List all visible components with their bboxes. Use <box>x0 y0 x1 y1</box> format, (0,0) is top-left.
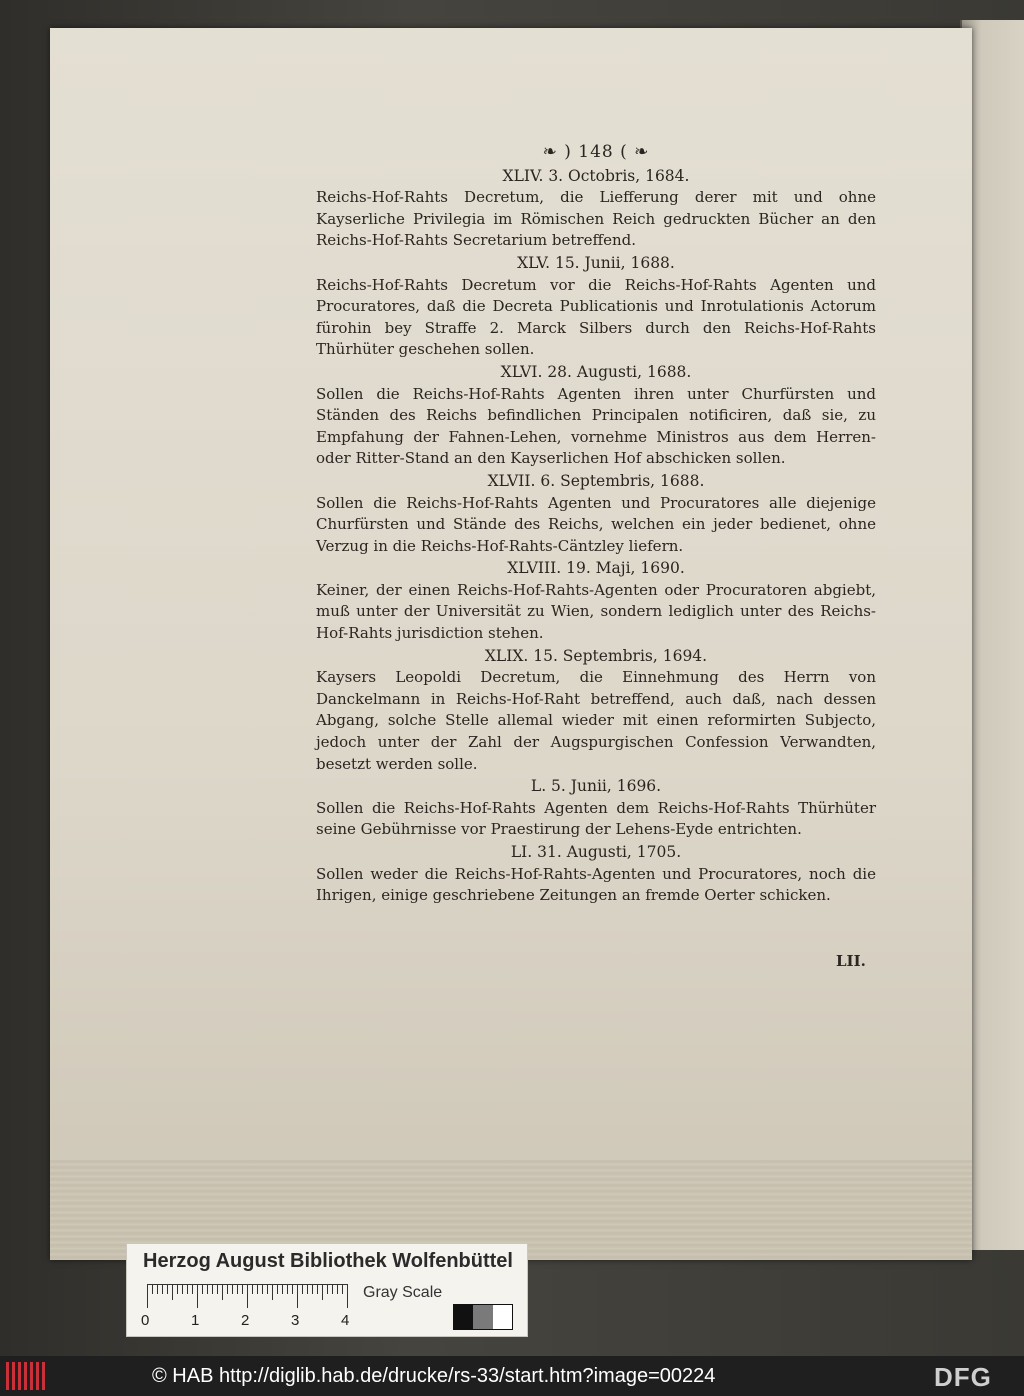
ruler-tick <box>322 1284 323 1300</box>
ruler-label: 0 <box>141 1312 150 1329</box>
entry-body: Keiner, der einen Reichs-Hof-Rahts-Agenten oder Procuratoren abgiebt, muß unter der Universität zu Wien, sondern lediglich unter des Reichs-Hof-Rahts jurisdiction stehen. <box>316 580 876 643</box>
ruler-tick <box>237 1284 238 1294</box>
page-header: ❧ ) 148 ( ❧ <box>542 142 650 162</box>
entry-body: Sollen weder die Reichs-Hof-Rahts-Agenten und Procuratores, noch die Ihrigen, einige geschriebene Zeitungen an fremde Oerter schicken. <box>316 864 876 905</box>
entry-body: Kaysers Leopoldi Decretum, die Einnehmung des Herrn von Danckelmann in Reichs-Hof-Raht betreffend, auch daß, nach dessen Abgang, solche Stelle allemal wieder mit einen reformirten Subjecto, jedoch unter der Zahl der Augspurgischen Confession Verwandten, besetzt werden solle. <box>316 668 876 773</box>
ruler-tick <box>262 1284 263 1294</box>
ruler-tick <box>307 1284 308 1294</box>
ruler-tick <box>287 1284 288 1294</box>
entry-body: Reichs-Hof-Rahts Decretum, die Liefferung derer mit und ohne Kayserliche Privilegia im Römischen Reich gedruckten Bücher an den Reichs-Hof-Rahts Secretarium betreffend. <box>316 188 876 250</box>
entry-body: Reichs-Hof-Rahts Decretum vor die Reichs-Hof-Rahts Agenten und Procuratores, daß die Decreta Publicationis und Inrotulationis Actorum fürohin bey Straffe 2. Marck Silbers durch den Reichs-Hof-Rahts Thürhüter geschehen sollen. <box>316 275 876 359</box>
ruler-tick <box>282 1284 283 1294</box>
entry-heading: XLVII. 6. Septembris, 1688. <box>487 471 705 490</box>
gray-scale-label: Gray Scale <box>363 1284 443 1301</box>
ruler-tick <box>342 1284 343 1294</box>
ruler-tick <box>197 1284 198 1308</box>
ruler-tick <box>207 1284 208 1294</box>
ruler-tick <box>292 1284 293 1294</box>
ruler-tick <box>167 1284 168 1294</box>
dfg-logo: DFG <box>934 1362 992 1392</box>
entry <box>316 558 876 644</box>
ruler-tick <box>192 1284 193 1294</box>
footer-bar <box>0 1356 1024 1396</box>
scale-card <box>126 1243 528 1337</box>
ruler-tick <box>232 1284 233 1294</box>
ruler-tick <box>337 1284 338 1294</box>
entry <box>316 842 876 907</box>
entry-heading: XLIV. 3. Octobris, 1684. <box>502 166 690 185</box>
ruler-tick <box>172 1284 173 1300</box>
ruler-label: 2 <box>241 1312 250 1329</box>
library-name: Herzog August Bibliothek Wolfenbüttel <box>143 1250 513 1272</box>
ruler-tick <box>182 1284 183 1294</box>
ruler-tick <box>212 1284 213 1294</box>
entry-heading: XLVI. 28. Augusti, 1688. <box>500 362 692 381</box>
ruler-tick <box>327 1284 328 1294</box>
ruler-tick <box>312 1284 313 1294</box>
hab-logo-icon <box>6 1362 46 1390</box>
ruler-tick <box>152 1284 153 1294</box>
ruler-tick <box>332 1284 333 1294</box>
entry <box>316 253 876 361</box>
gray-scale-swatch <box>453 1304 513 1330</box>
entry-body: Sollen die Reichs-Hof-Rahts Agenten ihren unter Churfürsten und Ständen des Reichs befindlichen Principalen notificiren, daß sie, zu Empfahung der Fahnen-Lehen, vornehme Ministros aus dem Herren-oder Ritter-Stand an den Kayserlichen Hof abschicken sollen. <box>316 384 876 468</box>
ruler-tick <box>242 1284 243 1294</box>
ruler-tick <box>147 1284 148 1308</box>
ruler-tick <box>347 1284 348 1308</box>
entry-heading: XLVIII. 19. Maji, 1690. <box>507 559 685 578</box>
ruler-tick <box>297 1284 298 1308</box>
entry <box>316 776 876 841</box>
ruler-tick <box>277 1284 278 1294</box>
ruler-tick <box>162 1284 163 1294</box>
ruler-label: 3 <box>291 1312 300 1329</box>
entry <box>316 362 876 470</box>
gray-patch-mid <box>473 1305 492 1329</box>
ruler-tick <box>252 1284 253 1294</box>
ruler-tick <box>177 1284 178 1294</box>
ruler-tick <box>217 1284 218 1294</box>
ruler-tick <box>187 1284 188 1294</box>
ruler-tick <box>247 1284 248 1308</box>
copyright-url: © HAB http://diglib.hab.de/drucke/rs-33/start.htm?image=00224 <box>152 1365 716 1387</box>
page-text <box>316 142 876 907</box>
ruler-tick <box>257 1284 258 1294</box>
entry-body: Sollen die Reichs-Hof-Rahts Agenten und Procuratores alle diejenige Churfürsten und Stände des Reichs, welchen ein jeder bedienet, ohne Verzug in die Reichs-Hof-Rahts-Cäntzley liefern. <box>316 493 876 555</box>
entry-heading: XLIX. 15. Septembris, 1694. <box>484 646 708 665</box>
entry-heading: L. 5. Junii, 1696. <box>530 777 662 796</box>
ruler-label: 1 <box>191 1312 200 1329</box>
ruler-tick <box>267 1284 268 1294</box>
entry-body: Sollen die Reichs-Hof-Rahts Agenten dem Reichs-Hof-Rahts Thürhüter seine Gebührnisse vor Praestirung der Lehens-Eyde entrichten. <box>316 798 876 839</box>
catchword: LII. <box>836 952 866 970</box>
ruler-tick <box>202 1284 203 1294</box>
gray-patch-light <box>493 1305 512 1329</box>
ruler-label: 4 <box>341 1312 350 1329</box>
entry-heading: XLV. 15. Junii, 1688. <box>517 253 675 272</box>
ruler-tick <box>222 1284 223 1300</box>
ruler-tick <box>157 1284 158 1294</box>
entry <box>316 166 876 252</box>
ruler-tick <box>317 1284 318 1294</box>
gray-patch-dark <box>454 1305 473 1329</box>
ruler-tick <box>227 1284 228 1294</box>
entry-heading: LI. 31. Augusti, 1705. <box>510 843 682 861</box>
entry <box>316 471 876 557</box>
ruler-tick <box>302 1284 303 1294</box>
ruler-tick <box>272 1284 273 1300</box>
entry <box>316 646 876 776</box>
